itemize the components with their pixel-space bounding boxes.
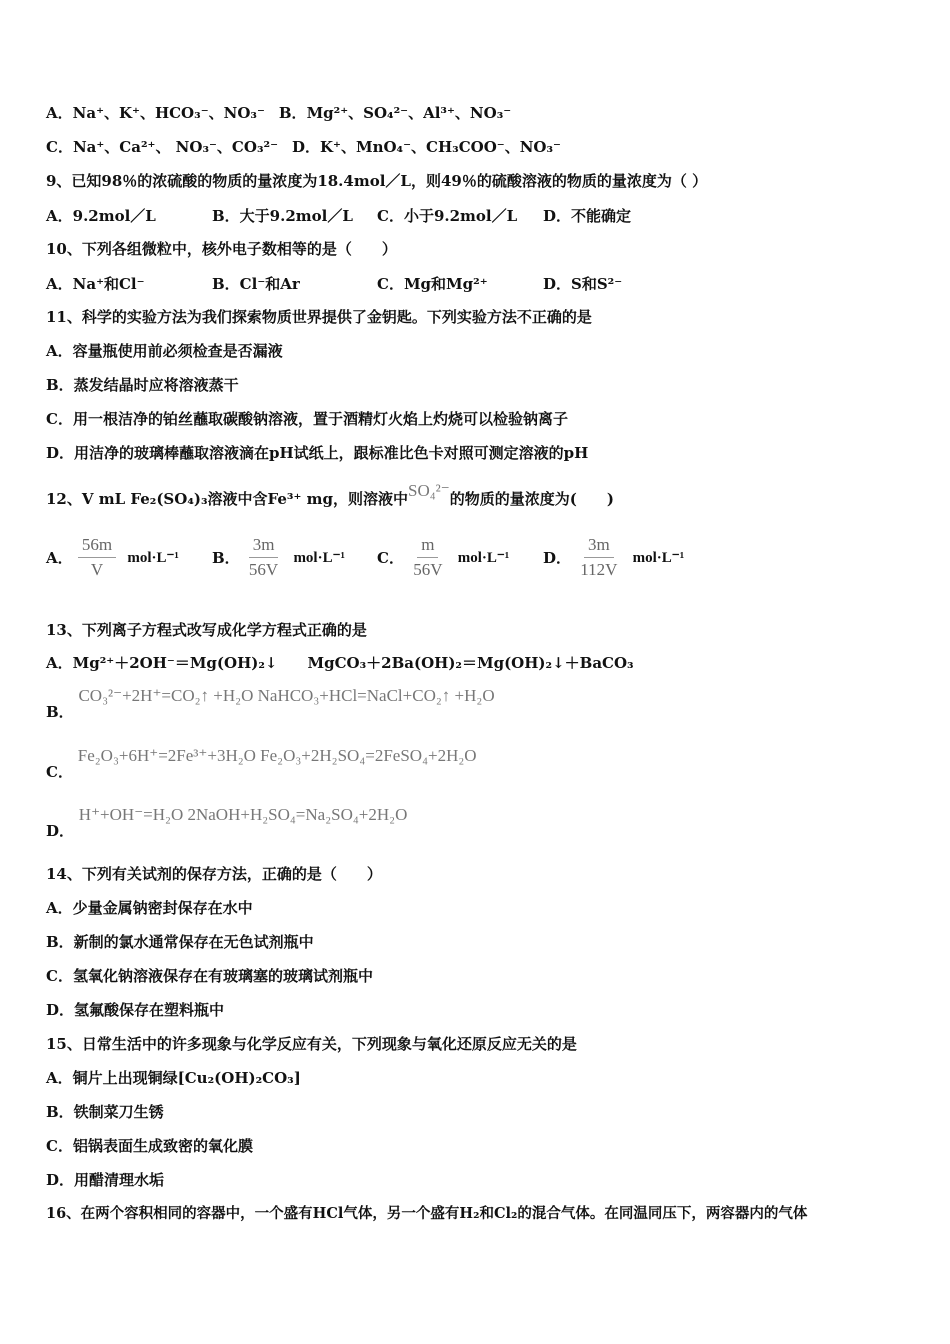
q12-option-a-num: 56m	[78, 535, 116, 558]
q14-option-a: A．少量金属钠密封保存在水中	[46, 899, 253, 917]
q13-option-d	[46, 805, 408, 840]
q13-option-a	[46, 653, 634, 673]
q10-option-b: B．Cl⁻和Ar	[212, 275, 300, 293]
q12-option-d-label: D．	[543, 549, 572, 567]
q14-stem: 14、下列有关试剂的保存方法，正确的是（ ）	[46, 865, 382, 883]
q12-option-a	[46, 535, 179, 580]
q12-option-d-fraction	[576, 535, 621, 580]
q12-option-b	[212, 535, 345, 580]
q10-option-a: A．Na⁺和Cl⁻	[46, 275, 145, 293]
q12-option-c-unit: mol·L⁻¹	[457, 550, 510, 566]
q9-stem: 9、已知98％的浓硫酸的物质的量浓度为18.4mol／L，则49％的硫酸溶液的物质的量浓度为（ ）	[46, 172, 708, 190]
q16-stem: 16、在两个容积相同的容器中，一个盛有HCl气体，另一个盛有H₂和Cl₂的混合气体。在同温同压下，两容器内的气体	[46, 1205, 808, 1222]
q14-option-c: C．氢氧化钠溶液保存在有玻璃塞的玻璃试剂瓶中	[46, 967, 373, 985]
q8-option-a-label: A．	[46, 104, 73, 122]
q9-option-a: A．9.2mol／L	[46, 207, 156, 225]
q8-option-c-label: C．	[46, 138, 73, 156]
q15-stem: 15、日常生活中的许多现象与化学反应有关，下列现象与氧化还原反应无关的是	[46, 1035, 577, 1053]
q12-option-b-unit: mol·L⁻¹	[293, 550, 346, 566]
q13-option-c-label: C．	[46, 763, 73, 781]
q15-option-c: C．铝锅表面生成致密的氧化膜	[46, 1137, 253, 1155]
q12-option-c-den: 56V	[413, 560, 443, 579]
q12-option-a-unit: mol·L⁻¹	[127, 550, 179, 566]
q12-option-b-fraction	[245, 535, 282, 580]
q13-option-b-label: B．	[46, 703, 74, 721]
q12-ion: SO₄²⁻	[408, 481, 450, 500]
q13-option-d-label: D．	[46, 822, 75, 840]
q8-option-a: Na⁺、K⁺、HCO₃⁻、NO₃⁻	[72, 104, 265, 122]
q12-stem-part2: 的物质的量浓度为( )	[449, 490, 614, 508]
q15-option-a: A．铜片上出现铜绿[Cu₂(OH)₂CO₃]	[46, 1069, 301, 1087]
q15-option-d: D．用醋清理水垢	[46, 1171, 165, 1189]
q15-option-b: B．铁制菜刀生锈	[46, 1103, 164, 1121]
q13-option-c-text: Fe₂O₃+6H⁺=2Fe³⁺+3H₂O Fe₂O₃+2H₂SO₄=2FeSO₄+2H₂O	[77, 746, 477, 765]
q12-stem-part1: 12、V mL Fe₂(SO₄)₃溶液中含Fe³⁺ mg，则溶液中	[46, 490, 408, 508]
q11-option-a: A．容量瓶使用前必须检查是否漏液	[46, 342, 283, 360]
q10-option-c: C．Mg和Mg²⁺	[377, 275, 488, 293]
q10-stem: 10、下列各组微粒中，核外电子数相等的是（ ）	[46, 240, 397, 258]
q12-option-c-num: m	[417, 535, 438, 558]
q8-options-row2	[46, 137, 561, 157]
q12-option-a-label: A．	[46, 549, 73, 567]
q13-stem: 13、下列离子方程式改写成化学方程式正确的是	[46, 621, 367, 639]
q12-option-d	[543, 535, 684, 580]
q8-option-d: K⁺、MnO₄⁻、CH₃COO⁻、NO₃⁻	[320, 138, 561, 156]
q13-option-c	[46, 746, 477, 781]
q12-option-d-unit: mol·L⁻¹	[632, 550, 685, 566]
q11-stem: 11、科学的实验方法为我们探索物质世界提供了金钥匙。下列实验方法不正确的是	[46, 308, 592, 326]
q12-option-d-den: 112V	[580, 560, 618, 579]
q14-option-b: B．新制的氯水通常保存在无色试剂瓶中	[46, 933, 314, 951]
q12-option-b-label: B．	[212, 549, 240, 567]
q11-option-d: D．用洁净的玻璃棒蘸取溶液滴在pH试纸上，跟标准比色卡对照可测定溶液的pH	[46, 444, 589, 462]
q12-option-a-den: V	[90, 560, 104, 579]
q9-option-c: C．小于9.2mol／L	[377, 207, 518, 225]
q13-option-b-text: CO₃²⁻+2H⁺=CO₂↑ +H₂O NaHCO₃+HCl=NaCl+CO₂↑ +H₂O	[78, 686, 495, 705]
q12-option-b-num: 3m	[249, 535, 279, 558]
q8-option-b: Mg²⁺、SO₄²⁻、Al³⁺、NO₃⁻	[306, 104, 512, 122]
q9-option-b: B．大于9.2mol／L	[212, 207, 353, 225]
q12-option-c	[377, 535, 509, 580]
q9-option-d: D．不能确定	[543, 207, 632, 225]
q12-stem	[46, 481, 614, 509]
q8-options-row1	[46, 103, 511, 123]
q13-option-b	[46, 686, 495, 721]
q12-option-a-fraction	[78, 535, 116, 580]
q8-option-d-label: D．	[292, 138, 321, 156]
q12-option-c-label: C．	[377, 549, 404, 567]
q8-option-c: Na⁺、Ca²⁺、 NO₃⁻、CO₃²⁻	[72, 138, 278, 156]
q13-option-d-text: H⁺+OH⁻=H₂O 2NaOH+H₂SO₄=Na₂SO₄+2H₂O	[78, 805, 408, 824]
q10-option-d: D．S和S²⁻	[543, 275, 623, 293]
q13-option-a-label: A．	[46, 654, 73, 672]
q11-option-c: C．用一根洁净的铂丝蘸取碳酸钠溶液，置于酒精灯火焰上灼烧可以检验钠离子	[46, 410, 568, 428]
q14-option-d: D．氢氟酸保存在塑料瓶中	[46, 1001, 225, 1019]
q13-option-a-text: Mg²⁺＋2OH⁻＝Mg(OH)₂↓ MgCO₃＋2Ba(OH)₂＝Mg(OH)₂↓＋BaCO₃	[72, 654, 634, 672]
q12-option-c-fraction	[409, 535, 446, 580]
q12-option-b-den: 56V	[248, 560, 279, 579]
q11-option-b: B．蒸发结晶时应将溶液蒸干	[46, 376, 239, 394]
q8-option-b-label: B．	[278, 104, 307, 122]
q12-option-d-num: 3m	[584, 535, 614, 558]
